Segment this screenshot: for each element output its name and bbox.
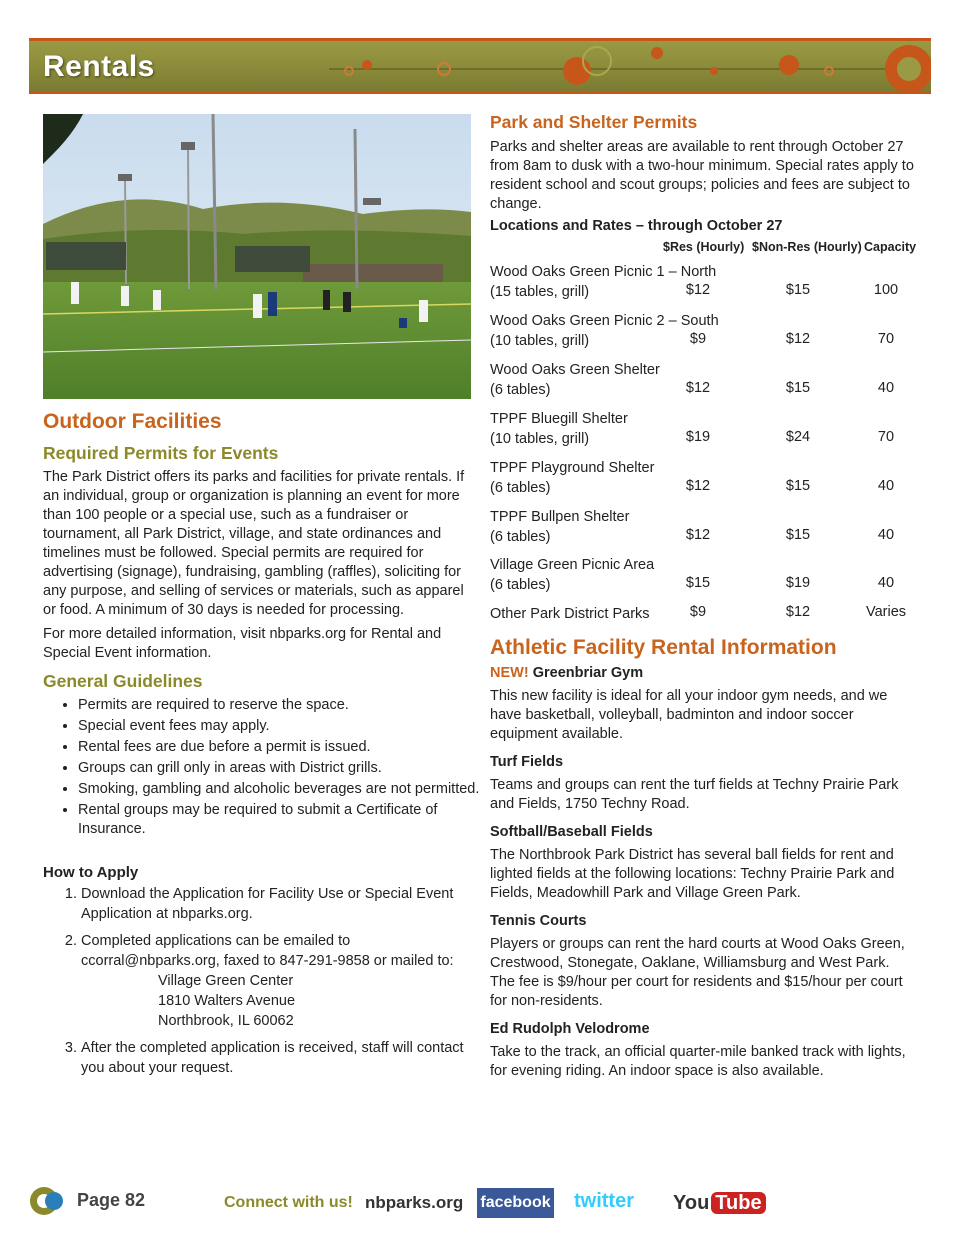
location-name: Wood Oaks Green Shelter [490, 362, 660, 378]
outdoor-facilities-heading: Outdoor Facilities [43, 410, 222, 433]
shelter-paragraph: Parks and shelter areas are available to rent through October 27 from 8am to dusk with a two-hour minimum. Special rates apply to resident school and scout groups; policies and fees are subject to change. [490, 139, 914, 212]
res-rate: $12 [685, 380, 711, 396]
info-paragraph: For more detailed information, visit nbparks.org for Rental and Special Event information. [43, 626, 442, 661]
athletic-heading: Athletic Facility Rental Information [490, 636, 837, 659]
list-item [81, 932, 481, 1031]
res-rate: $9 [689, 604, 707, 620]
column-header: $Res (Hourly) [663, 240, 745, 254]
page-title: Rentals [43, 50, 155, 83]
capacity: 70 [877, 331, 895, 347]
column-header: Capacity [864, 240, 917, 254]
res-rate: $12 [685, 282, 711, 298]
youtube-tube-text: Tube [711, 1192, 765, 1214]
list-item: • Rental fees are due before a permit is issued. [78, 738, 488, 757]
list-item: 3. After the completed application is received, staff will contact you about your request. [81, 1039, 481, 1078]
apply-steps [60, 885, 481, 1086]
twitter-link[interactable]: twitter [574, 1190, 634, 1212]
list-item: • Smoking, gambling and alcoholic beverages are not permitted. [78, 780, 488, 799]
guidelines-list [60, 696, 488, 841]
capacity: 40 [877, 527, 895, 543]
location-name: Wood Oaks Green Picnic 2 – South [490, 313, 719, 329]
column-header: $Non-Res (Hourly) [752, 240, 862, 254]
address-line: 1810 Walters Avenue [158, 993, 296, 1009]
facebook-link[interactable]: facebook [477, 1188, 554, 1218]
permits-paragraph: The Park District offers its parks and facilities for private rentals. If an individual, group or organization is planning an event for more than 100 people or a special use, such as a fundraiser or tournament, all Park District, village, and state ordinances and timelines must be followed. Special permits are required for advertising (signage), fundraising, gambling (raffles), soliciting for any purpose, and selling of services or materials, such as apparel or food. A minimum of 30 days is needed for processing. [43, 469, 465, 618]
location-detail: (10 tables, grill) [490, 333, 590, 349]
nonres-rate: $12 [785, 604, 811, 620]
youtube-link[interactable] [673, 1188, 766, 1218]
list-item: • Special event fees may apply. [78, 717, 488, 736]
header-banner [29, 38, 931, 94]
nonres-rate: $12 [785, 331, 811, 347]
tennis-paragraph: Players or groups can rent the hard courts at Wood Oaks Green, Crestwood, Stonegate, Oaklane, Williamsburg and West Park. The fee is $9/hour per court for residents and $15/hour per court for non-residents. [490, 936, 905, 1009]
turf-paragraph: Teams and groups can rent the turf fields at Techny Prairie Park and Fields, 1750 Techny Road. [490, 777, 899, 812]
res-rate: $12 [685, 478, 711, 494]
soccer-field-photo [43, 114, 471, 399]
nonres-rate: $15 [785, 527, 811, 543]
gym-heading: Greenbriar Gym [532, 665, 644, 681]
softball-paragraph: The Northbrook Park District has several ball fields for rent and lighted fields at the following locations: Techny Prairie Park and Fields, Meadowhill Park and Village Green Park. [490, 847, 895, 901]
location-detail: (10 tables, grill) [490, 431, 590, 447]
capacity: 40 [877, 575, 895, 591]
list-item: • Groups can grill only in areas with District grills. [78, 759, 488, 778]
location-detail: (6 tables) [490, 480, 551, 496]
page-number: Page 82 [77, 1190, 146, 1210]
locations-heading: Locations and Rates – through October 27 [490, 218, 783, 234]
res-rate: $19 [685, 429, 711, 445]
step-text: Completed applications can be emailed to ccorral@nbparks.org, faxed to 847-291-9858 or mailed to: [81, 933, 454, 969]
capacity: 40 [877, 478, 895, 494]
banner-decoration [29, 41, 931, 91]
new-badge: NEW! [490, 665, 529, 681]
general-guidelines-heading: General Guidelines [43, 671, 203, 691]
nonres-rate: $24 [785, 429, 811, 445]
location-name: TPPF Bluegill Shelter [490, 411, 628, 427]
youtube-you-text: You [673, 1192, 710, 1214]
velodrome-heading: Ed Rudolph Velodrome [490, 1021, 650, 1037]
footer [0, 1180, 960, 1225]
nonres-rate: $15 [785, 380, 811, 396]
location-name: TPPF Playground Shelter [490, 460, 655, 476]
turf-heading: Turf Fields [490, 754, 564, 770]
location-name: Village Green Picnic Area [490, 557, 655, 573]
mailing-address [81, 971, 481, 1031]
location-detail: (6 tables) [490, 529, 551, 545]
res-rate: $12 [685, 527, 711, 543]
location-name: Other Park District Parks [490, 606, 650, 622]
capacity: 100 [873, 282, 899, 298]
location-name: TPPF Bullpen Shelter [490, 509, 630, 525]
how-to-apply-heading: How to Apply [43, 864, 139, 881]
address-line: Village Green Center [158, 973, 294, 989]
nonres-rate: $15 [785, 282, 811, 298]
capacity: 70 [877, 429, 895, 445]
required-permits-heading: Required Permits for Events [43, 443, 279, 463]
res-rate: $15 [685, 575, 711, 591]
location-name: Wood Oaks Green Picnic 1 – North [490, 264, 717, 280]
list-item: • Permits are required to reserve the space. [78, 696, 488, 715]
velodrome-paragraph: Take to the track, an official quarter-mile banked track with lights, for evening riding. An indoor space is also available. [490, 1044, 906, 1079]
list-item: • Rental groups may be required to submit a Certificate of Insurance. [78, 801, 488, 839]
gym-heading-line [490, 665, 643, 681]
location-detail: (6 tables) [490, 577, 551, 593]
park-district-logo-icon [28, 1185, 68, 1217]
nonres-rate: $15 [785, 478, 811, 494]
shelter-permits-heading: Park and Shelter Permits [490, 112, 698, 132]
connect-label: Connect with us! [224, 1194, 353, 1211]
capacity: 40 [877, 380, 895, 396]
website-link[interactable]: nbparks.org [365, 1193, 464, 1212]
address-line: Northbrook, IL 60062 [158, 1013, 294, 1029]
tennis-heading: Tennis Courts [490, 913, 587, 929]
list-item: 1. Download the Application for Facility Use or Special Event Application at nbparks.org. [81, 885, 481, 924]
softball-heading: Softball/Baseball Fields [490, 824, 653, 840]
res-rate: $9 [689, 331, 707, 347]
location-detail: (15 tables, grill) [490, 284, 590, 300]
capacity: Varies [865, 604, 907, 620]
nonres-rate: $19 [785, 575, 811, 591]
location-detail: (6 tables) [490, 382, 551, 398]
gym-paragraph: This new facility is ideal for all your indoor gym needs, and we have basketball, volleyball, badminton and indoor soccer equipment available. [490, 688, 888, 742]
